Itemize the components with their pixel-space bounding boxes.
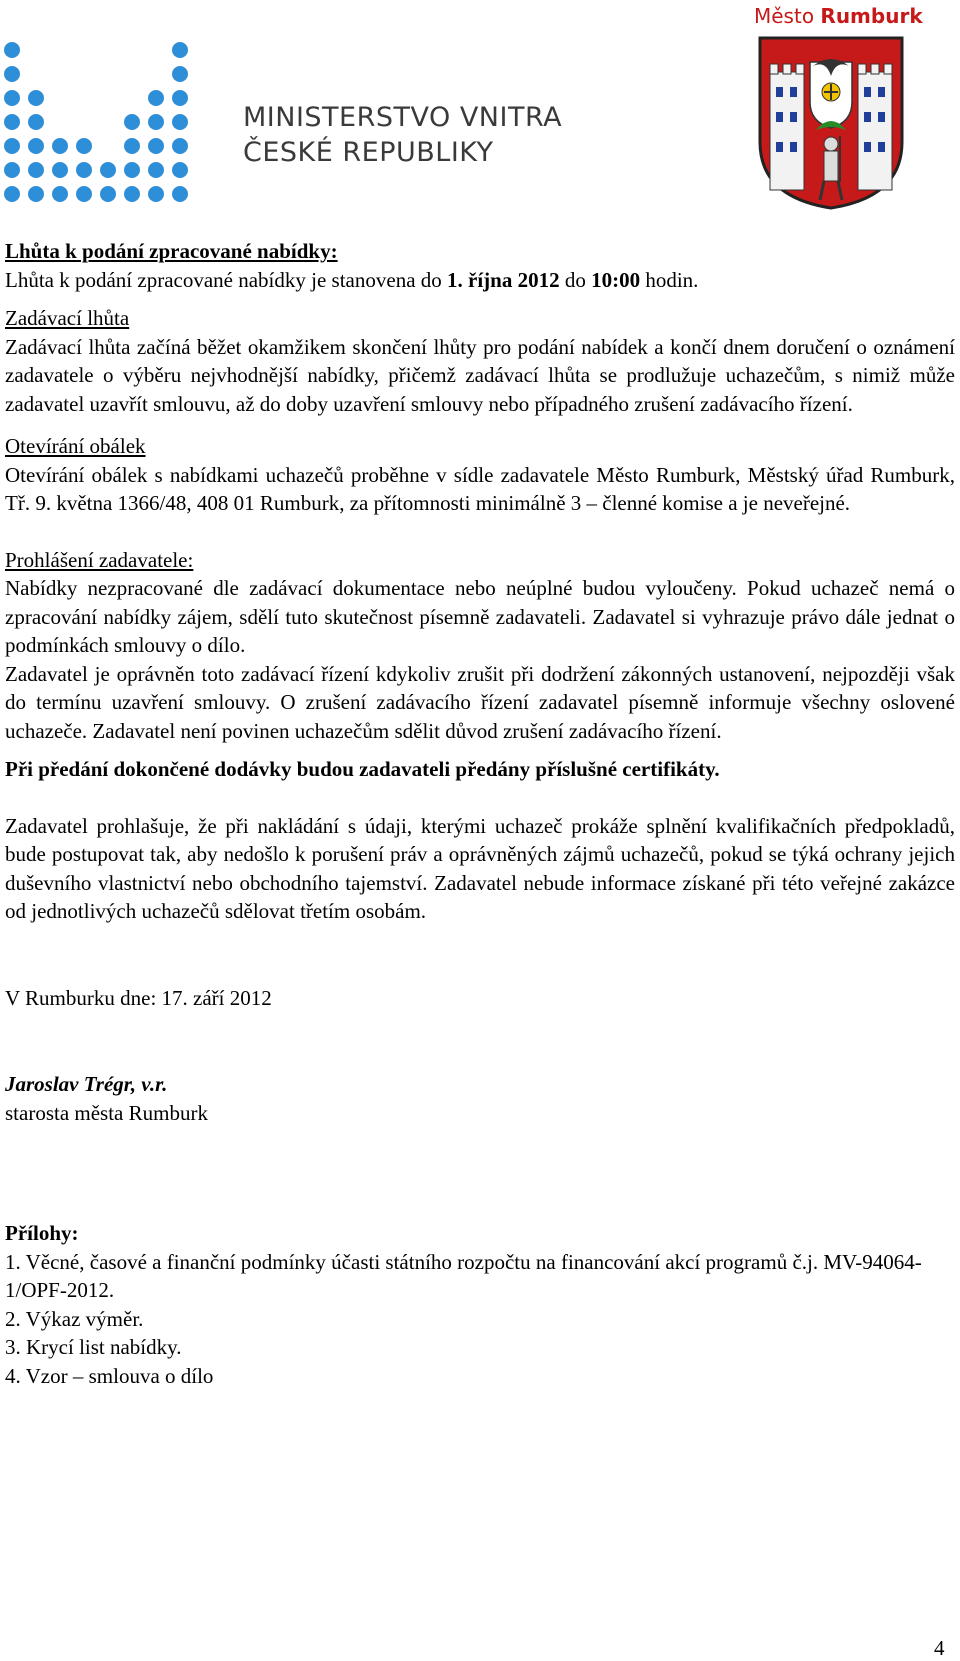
deadline-time: 10:00: [591, 267, 641, 292]
deadline-text: [5, 266, 955, 295]
logo-dot: [4, 42, 20, 58]
attachment-item: 1. Věcné, časové a finanční podmínky účasti státního rozpočtu na financování akcí programů č.j. MV-94064-1/OPF-2012.: [5, 1249, 922, 1302]
ministry-name-line2: ČESKÉ REPUBLIKY: [243, 137, 494, 168]
logo-dot: [172, 114, 188, 130]
logo-dot: [76, 186, 92, 202]
ministry-logo: [0, 40, 210, 205]
logo-dot: [28, 138, 44, 154]
deadline-text-mid: do: [559, 267, 592, 292]
confidentiality-text: Zadavatel prohlašuje, že při nakládání s údaji, kterými uchazeč prokáže splnění kvalifikačních předpokladů, bude postupovat tak, aby nedošlo k porušení práv a oprávněných zájmů uchazečů, pokud se týká ochrany jejich duševního vlastnictví nebo obchodního tajemství. Zadavatel nebude informace získané při této veřejné zakázce od jednotlivých uchazečů sdělovat třetím osobám.: [5, 813, 955, 923]
logo-dot: [172, 138, 188, 154]
opening-heading: Otevírání obálek: [5, 434, 146, 458]
logo-dot: [4, 186, 20, 202]
ministry-name: [243, 100, 562, 170]
logo-dot: [76, 162, 92, 178]
deadline-text-before: Lhůta k podání zpracované nabídky je stanovena do: [5, 267, 448, 292]
logo-dot: [52, 138, 68, 154]
ministry-name-line1: MINISTERSTVO VNITRA: [243, 102, 563, 133]
logo-dot: [100, 162, 116, 178]
logo-dot: [28, 90, 44, 106]
logo-dot: [124, 138, 140, 154]
logo-dot: [76, 138, 92, 154]
logo-dot: [28, 162, 44, 178]
declaration-paragraph-2: Zadavatel je oprávněn toto zadávací řízení kdykoliv zrušit při dodržení zákonných ustanovení, nejpozději však do termínu uzavření smlouvy. O zrušení zadávacího řízení zadavatel písemně informuje všechny oslovené uchazeče. Zadavatel není povinen uchazečům sdělit důvod zrušení zadávacího řízení.: [5, 661, 955, 743]
binding-heading: Zadávací lhůta: [5, 306, 130, 330]
place-date: V Rumburku dne: 17. září 2012: [5, 985, 272, 1010]
attachments-heading: Přílohy:: [5, 1221, 79, 1245]
logo-dot: [172, 66, 188, 82]
page-header: [0, 0, 960, 230]
attachment-item: 2. Výkaz výměr.: [5, 1306, 144, 1331]
logo-dot: [28, 114, 44, 130]
logo-dot: [52, 186, 68, 202]
city-prefix: Město: [754, 4, 815, 28]
logo-dot: [172, 42, 188, 58]
logo-dot: [148, 162, 164, 178]
signer-role: starosta města Rumburk: [5, 1100, 208, 1125]
declaration-paragraph-1: Nabídky nezpracované dle zadávací dokumentace nebo neúplné budou vyloučeny. Pokud uchazeč nemá o zpracování nabídky zájem, sdělí tuto skutečnost písemně zadavateli. Zadavatel si vyhrazuje právo dále jednat o podmínkách smlouvy o dílo.: [5, 576, 955, 657]
declaration-heading: Prohlášení zadavatele:: [5, 547, 194, 572]
logo-dot: [148, 114, 164, 130]
signer-name: Jaroslav Trégr, v.r.: [5, 1072, 168, 1096]
logo-dot: [100, 186, 116, 202]
attachment-item: 3. Krycí list nabídky.: [5, 1335, 182, 1359]
logo-dot: [124, 114, 140, 130]
logo-dot: [172, 90, 188, 106]
logo-dot: [172, 162, 188, 178]
logo-dot: [4, 138, 20, 154]
city-title: [754, 4, 923, 28]
logo-dot: [4, 66, 20, 82]
attachment-item: 4. Vzor – smlouva o dílo: [5, 1363, 214, 1388]
city-crest: [752, 0, 923, 225]
opening-text: Otevírání obálek s nabídkami uchazečů proběhne v sídle zadavatele Město Rumburk, Městský úřad Rumburk, Tř. 9. května 1366/48, 408 01 Rumburk, za přítomnosti minimálně 3 – členné komise a je neveřejné.: [5, 462, 955, 515]
logo-dot: [124, 162, 140, 178]
document-body: [5, 237, 955, 1390]
logo-dot: [28, 186, 44, 202]
deadline-text-after: hodin.: [640, 267, 699, 292]
logo-dot: [4, 90, 20, 106]
logo-dot: [52, 162, 68, 178]
logo-dot: [148, 186, 164, 202]
deadline-date: 1. října 2012: [447, 267, 560, 292]
deadline-heading: Lhůta k podání zpracované nabídky:: [5, 239, 338, 263]
city-name: Rumburk: [820, 4, 923, 28]
page-number: 4: [934, 1636, 945, 1660]
logo-dot: [148, 138, 164, 154]
binding-text: Zadávací lhůta začíná běžet okamžikem skončení lhůty pro podání nabídek a končí dnem doručení o oznámení zadavatele o výběru nejvhodnější nabídky, přičemž zadávací lhůta se prodlužuje uchazečům, s nimiž může zadavatel uzavřít smlouvu, až do doby uzavření smlouvy nebo případného zrušení zadávacího řízení.: [5, 334, 955, 416]
logo-dot: [4, 114, 20, 130]
logo-dot: [4, 162, 20, 178]
logo-dot: [124, 186, 140, 202]
coat-of-arms-icon: [756, 32, 906, 210]
certificates-note: Při předání dokončené dodávky budou zadavateli předány příslušné certifikáty.: [5, 757, 720, 781]
logo-dot: [148, 90, 164, 106]
logo-dot: [172, 186, 188, 202]
